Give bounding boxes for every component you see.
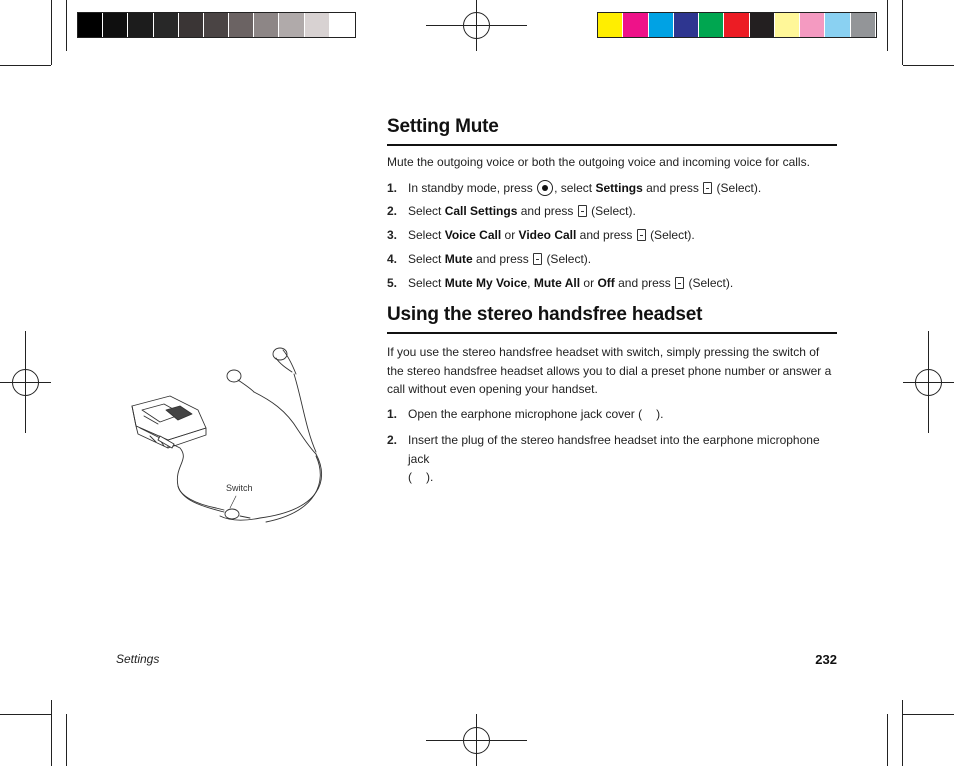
- step-number: 3.: [387, 228, 398, 242]
- soft-key-icon: [533, 253, 542, 265]
- color-swatch: [204, 13, 228, 37]
- headset-intro: If you use the stereo handsfree headset with switch, simply pressing the switch of the stereo handsfree headset allows you to dial a preset phone number or answer a call without even opening your handset.: [387, 345, 832, 396]
- color-swatch: [851, 13, 875, 37]
- step-number: 2.: [387, 204, 398, 218]
- earbud-icon: [273, 348, 296, 374]
- color-swatch: [179, 13, 203, 37]
- section-rule: [387, 144, 837, 146]
- color-swatch: [78, 13, 102, 37]
- switch-icon: [216, 508, 250, 519]
- color-swatch: [305, 13, 329, 37]
- color-swatch: [229, 13, 253, 37]
- section-rule: [387, 332, 837, 334]
- phone-icon: [132, 396, 206, 448]
- color-swatch: [598, 13, 622, 37]
- step-number: 1.: [387, 407, 398, 421]
- step-number: 1.: [387, 181, 398, 195]
- color-swatch: [775, 13, 799, 37]
- color-swatch: [279, 13, 303, 37]
- step-number: 2.: [387, 433, 398, 447]
- headset-illustration: [120, 340, 340, 540]
- soft-key-icon: [703, 182, 712, 194]
- color-swatch: [800, 13, 824, 37]
- step-number: 5.: [387, 276, 398, 290]
- soft-key-icon: [675, 277, 684, 289]
- color-swatch: [649, 13, 673, 37]
- color-swatch: [330, 13, 354, 37]
- soft-key-icon: [578, 205, 587, 217]
- switch-label: Switch: [226, 483, 253, 493]
- setting-mute-intro: Mute the outgoing voice or both the outgoing voice and incoming voice for calls.: [387, 155, 810, 169]
- color-swatch: [750, 13, 774, 37]
- footer-section-name: Settings: [116, 652, 160, 666]
- color-swatch: [724, 13, 748, 37]
- center-key-icon: [537, 180, 553, 196]
- section-title-setting-mute: Setting Mute: [387, 116, 499, 137]
- color-swatch: [154, 13, 178, 37]
- color-swatch: [674, 13, 698, 37]
- color-swatch: [623, 13, 647, 37]
- color-swatch: [128, 13, 152, 37]
- step-number: 4.: [387, 252, 398, 266]
- color-swatch: [103, 13, 127, 37]
- earbud-icon: [227, 370, 254, 392]
- section-title-headset: Using the stereo handsfree headset: [387, 304, 703, 325]
- color-swatch: [699, 13, 723, 37]
- color-swatch: [825, 13, 849, 37]
- color-swatch: [254, 13, 278, 37]
- page-number: 232: [815, 652, 837, 667]
- soft-key-icon: [637, 229, 646, 241]
